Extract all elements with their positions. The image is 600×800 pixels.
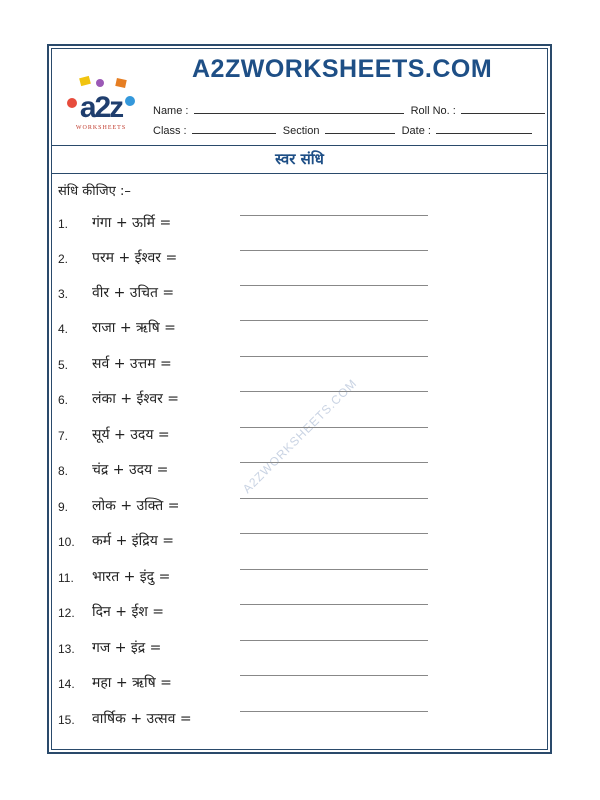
answer-line[interactable]	[240, 454, 428, 463]
question-number: 6.	[58, 393, 69, 407]
question-text: राजा + ऋषि =	[92, 320, 176, 336]
question-row	[58, 673, 538, 697]
answer-line[interactable]	[240, 207, 428, 216]
question-row	[58, 709, 538, 733]
question-text: लंका + ईश्वर =	[92, 391, 180, 407]
question-number: 11.	[58, 571, 74, 585]
question-row	[58, 496, 538, 520]
question-text: गज + इंद्र =	[92, 640, 162, 656]
watermark: A2ZWORKSHEETS.COM	[239, 376, 360, 496]
answer-line[interactable]	[240, 525, 428, 534]
question-text: लोक + उक्ति =	[92, 498, 180, 514]
roll-field[interactable]	[461, 103, 545, 114]
answer-line[interactable]	[240, 703, 428, 712]
class-label: Class :	[153, 125, 187, 137]
roll-label: Roll No. :	[410, 105, 456, 117]
question-row	[58, 425, 538, 449]
worksheet-inner-border	[51, 48, 548, 750]
question-row	[58, 531, 538, 555]
question-text: दिन + ईश =	[92, 604, 165, 620]
answer-line[interactable]	[240, 490, 428, 499]
svg-text:a2z: a2z	[79, 91, 123, 124]
name-field[interactable]	[194, 103, 404, 114]
site-title[interactable]: A2ZWORKSHEETS.COM	[192, 55, 493, 83]
question-row	[58, 248, 538, 272]
question-text: वार्षिक + उत्सव =	[92, 711, 192, 727]
answer-line[interactable]	[240, 383, 428, 392]
answer-line[interactable]	[240, 667, 428, 676]
question-text: वीर + उचित =	[92, 285, 175, 301]
svg-text:WORKSHEETS: WORKSHEETS	[75, 125, 127, 131]
class-field[interactable]	[192, 123, 276, 134]
date-field[interactable]	[436, 123, 532, 134]
question-text: सर्व + उत्तम =	[92, 356, 172, 372]
question-row	[58, 318, 538, 342]
question-text: चंद्र + उदय =	[92, 462, 169, 478]
site-logo[interactable]	[60, 73, 142, 133]
question-number: 1.	[58, 217, 69, 231]
question-number: 14.	[58, 677, 75, 691]
question-number: 3.	[58, 287, 69, 301]
answer-line[interactable]	[240, 277, 428, 286]
question-number: 10.	[58, 535, 75, 549]
worksheet-title: स्वर संधि	[275, 150, 324, 168]
date-label: Date :	[401, 125, 431, 137]
question-text: कर्म + इंद्रिय =	[92, 533, 174, 549]
question-number: 9.	[58, 500, 69, 514]
question-row	[58, 389, 538, 413]
answer-line[interactable]	[240, 561, 428, 570]
class-section-date-row	[153, 123, 536, 137]
question-number: 8.	[58, 464, 69, 478]
question-text: सूर्य + उदय =	[92, 427, 170, 443]
answer-line[interactable]	[240, 242, 428, 251]
question-row	[58, 567, 538, 591]
name-roll-row	[153, 103, 549, 117]
question-number: 7.	[58, 429, 69, 443]
question-row	[58, 460, 538, 484]
instruction-text: संधि कीजिए :–	[58, 184, 131, 199]
title-divider	[52, 173, 547, 174]
question-row	[58, 213, 538, 237]
logo-graphic	[60, 73, 142, 133]
question-row	[58, 283, 538, 307]
section-field[interactable]	[325, 123, 395, 134]
question-row	[58, 602, 538, 626]
section-label: Section	[282, 125, 320, 137]
answer-line[interactable]	[240, 632, 428, 641]
question-row	[58, 354, 538, 378]
question-number: 13.	[58, 642, 75, 656]
worksheet-frame	[47, 44, 552, 754]
question-text: भारत + इंदु =	[92, 569, 171, 585]
question-number: 2.	[58, 252, 69, 266]
name-label: Name :	[153, 105, 189, 117]
answer-line[interactable]	[240, 596, 428, 605]
question-number: 5.	[58, 358, 69, 372]
question-text: परम + ईश्वर =	[92, 250, 178, 266]
question-row	[58, 638, 538, 662]
answer-line[interactable]	[240, 348, 428, 357]
question-number: 4.	[58, 322, 69, 336]
question-text: गंगा + ऊर्मि =	[92, 215, 172, 231]
question-number: 15.	[58, 713, 75, 727]
answer-line[interactable]	[240, 312, 428, 321]
worksheet-header	[52, 49, 547, 146]
question-text: महा + ऋषि =	[92, 675, 172, 691]
answer-line[interactable]	[240, 419, 428, 428]
question-number: 12.	[58, 606, 75, 620]
